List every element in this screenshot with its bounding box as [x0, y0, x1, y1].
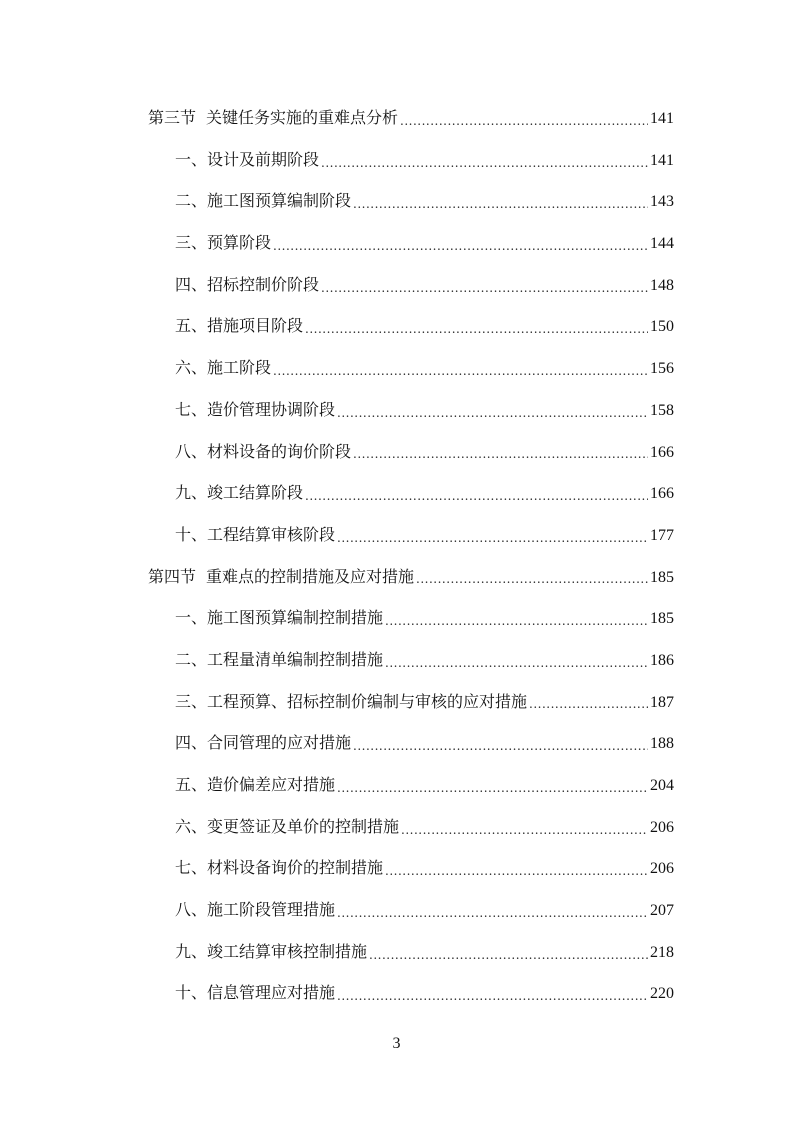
toc-entry-page: 156 [650, 360, 674, 378]
toc-entry-page: 143 [650, 193, 674, 211]
toc-entry-page: 204 [650, 777, 674, 794]
toc-entry-number: 六、 [175, 816, 208, 836]
toc-entry-page: 141 [650, 151, 674, 169]
toc-entry[interactable] [148, 97, 674, 139]
toc-entry-number: 七、 [175, 858, 208, 878]
toc-entry-number: 十、 [175, 524, 208, 544]
toc-entry-label: 预算阶段 [207, 233, 272, 253]
toc-entry[interactable] [148, 806, 674, 848]
toc-leader-dots [385, 613, 648, 629]
toc-entry-page: 218 [650, 943, 674, 961]
toc-entry-page: 177 [650, 526, 674, 544]
toc-entry[interactable] [148, 305, 674, 347]
toc-entry-title [175, 431, 351, 473]
toc-entry-page: 185 [650, 568, 674, 586]
toc-entry-title [175, 722, 351, 764]
toc-entry-number: 九、 [175, 483, 208, 503]
toc-entry[interactable] [148, 597, 674, 639]
toc-entry-number: 五、 [175, 316, 208, 336]
toc-leader-dots [321, 280, 648, 296]
toc-entry-number: 二、 [175, 649, 208, 669]
toc-entry[interactable] [148, 180, 674, 222]
toc-entry-label: 重难点的控制措施及应对措施 [206, 566, 415, 586]
toc-entry[interactable] [148, 764, 674, 806]
toc-leader-dots [401, 822, 648, 838]
toc-leader-dots [273, 363, 648, 379]
toc-entry-title [175, 931, 367, 973]
toc-entry[interactable] [148, 472, 674, 514]
toc-entry-title [175, 514, 335, 556]
toc-entry-number: 九、 [175, 941, 208, 961]
toc-entry-number: 第三节 [148, 108, 197, 127]
toc-entry-title [175, 264, 319, 306]
toc-entry-label: 材料设备询价的控制措施 [207, 858, 384, 878]
toc-entry-page: 206 [650, 860, 674, 878]
toc-entry-title [175, 222, 271, 264]
toc-entry[interactable] [148, 264, 674, 306]
toc-entry-label: 施工阶段管理措施 [207, 900, 336, 920]
toc-entry-title [175, 681, 527, 723]
toc-entry[interactable] [148, 222, 674, 264]
toc-entry-page: 188 [650, 735, 674, 753]
toc-entry-title [175, 972, 335, 1014]
toc-leader-dots [385, 655, 648, 671]
toc-entry-title [175, 305, 303, 347]
toc-leader-dots [529, 696, 648, 712]
toc-entry[interactable] [148, 931, 674, 973]
toc-leader-dots [321, 155, 648, 171]
toc-entry-page: 166 [650, 485, 674, 503]
toc-entry-number: 三、 [175, 691, 208, 711]
toc-entry-number: 一、 [175, 149, 208, 169]
toc-leader-dots [337, 905, 648, 921]
toc-entry-number: 第四节 [148, 566, 197, 586]
toc-leader-dots [305, 488, 648, 504]
toc-entry-page: 166 [650, 443, 674, 461]
toc-entry-label: 信息管理应对措施 [207, 983, 336, 1003]
toc-entry-title [175, 597, 383, 639]
toc-entry[interactable] [148, 722, 674, 764]
toc-entry-title [175, 472, 303, 514]
toc-entry-page: 207 [650, 902, 674, 920]
toc-entry-page: 144 [650, 235, 674, 253]
toc-entry-label: 施工图预算编制控制措施 [207, 608, 384, 628]
toc-leader-dots [337, 988, 648, 1004]
toc-entry-title [175, 180, 351, 222]
toc-leader-dots [369, 947, 648, 963]
toc-entry-title [148, 556, 414, 598]
toc-entry-label: 变更签证及单价的控制措施 [207, 816, 400, 836]
toc-entry-label: 设计及前期阶段 [207, 149, 320, 169]
toc-entry-page: 141 [650, 110, 674, 127]
toc-entry-page: 158 [650, 401, 674, 419]
toc-entry-label: 施工阶段 [207, 358, 272, 378]
toc-entry-number: 八、 [175, 900, 208, 920]
toc-entry[interactable] [148, 431, 674, 473]
toc-entry-number: 二、 [175, 191, 208, 211]
toc-entry-number: 四、 [175, 274, 208, 294]
toc-leader-dots [337, 530, 648, 546]
toc-entry-title [175, 139, 319, 181]
toc-leader-dots [337, 405, 648, 421]
toc-entry-label: 招标控制价阶段 [207, 274, 320, 294]
toc-entry-number: 六、 [175, 358, 208, 378]
toc-entry[interactable] [148, 556, 674, 598]
toc-entry-label: 工程预算、招标控制价编制与审核的应对措施 [207, 691, 528, 711]
toc-entry-label: 材料设备的询价阶段 [207, 441, 352, 461]
toc-entry-label: 造价偏差应对措施 [207, 775, 336, 794]
toc-entry-label: 关键任务实施的重难点分析 [206, 108, 399, 127]
toc-entry[interactable] [148, 889, 674, 931]
toc-leader-dots [353, 738, 648, 754]
toc-leader-dots [353, 446, 648, 462]
toc-entry[interactable] [148, 389, 674, 431]
toc-entry-page: 206 [650, 818, 674, 836]
toc-entry-title [175, 389, 335, 431]
toc-leader-dots [416, 571, 648, 587]
toc-entry-label: 措施项目阶段 [207, 316, 304, 336]
toc-entry-title [175, 347, 271, 389]
toc-entry-number: 三、 [175, 233, 208, 253]
toc-entry-title [175, 889, 335, 931]
toc-entry-number: 十、 [175, 983, 208, 1003]
toc-leader-dots [305, 321, 648, 337]
toc-entry[interactable] [148, 681, 674, 723]
toc-entry-label: 施工图预算编制阶段 [207, 191, 352, 211]
toc-entry-title [175, 847, 383, 889]
toc-entry-page: 150 [650, 318, 674, 336]
toc-leader-dots [400, 113, 648, 129]
table-of-contents [148, 97, 674, 1014]
toc-leader-dots [353, 196, 648, 212]
toc-entry-label: 工程结算审核阶段 [207, 524, 336, 544]
toc-entry-page: 185 [650, 610, 674, 628]
toc-entry[interactable] [148, 972, 674, 1014]
toc-entry-label: 工程量清单编制控制措施 [207, 649, 384, 669]
toc-entry-label: 造价管理协调阶段 [207, 399, 336, 419]
toc-entry-number: 四、 [175, 733, 208, 753]
toc-entry-page: 148 [650, 276, 674, 294]
toc-entry-page: 186 [650, 651, 674, 669]
toc-entry-label: 合同管理的应对措施 [207, 733, 352, 753]
toc-entry[interactable] [148, 847, 674, 889]
toc-leader-dots [385, 863, 648, 879]
page-number: 3 [392, 1035, 401, 1052]
toc-entry-number: 一、 [175, 608, 208, 628]
toc-entry-number: 八、 [175, 441, 208, 461]
toc-entry-number: 七、 [175, 399, 208, 419]
toc-entry-number: 五、 [175, 775, 208, 794]
toc-entry-page: 187 [650, 693, 674, 711]
toc-entry[interactable] [148, 139, 674, 181]
toc-entry-label: 竣工结算审核控制措施 [207, 941, 368, 961]
toc-entry-page: 220 [650, 985, 674, 1003]
toc-entry-title [148, 97, 398, 139]
toc-entry-title [175, 764, 335, 806]
toc-leader-dots [337, 780, 648, 796]
toc-entry[interactable] [148, 639, 674, 681]
toc-entry-label: 竣工结算阶段 [207, 483, 304, 503]
toc-leader-dots [273, 238, 648, 254]
toc-entry-title [175, 806, 399, 848]
toc-entry[interactable] [148, 347, 674, 389]
toc-entry-title [175, 639, 383, 681]
toc-entry[interactable] [148, 514, 674, 556]
